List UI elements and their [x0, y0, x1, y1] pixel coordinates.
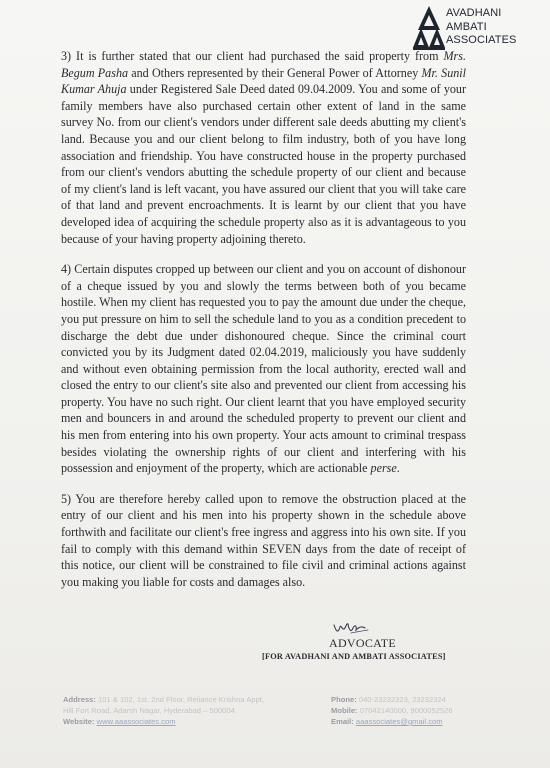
mobile-label: Mobile:	[331, 706, 358, 715]
address-label: Address:	[63, 695, 96, 704]
p3-text-c: under Registered Sale Deed dated 09.04.2009. You and some of your family members have also purchased certain other extent of land in the same survey No. from our client's vendors under different sale deeds abutting my client's land. Because you and our client belong to film industry, both of you have long association and friendship. You have constructed house in the property purchased from our client's vendors abutting the schedule property of our client and because of my client's land is left vacant, you have assured our client that you will take care of that land and prevent encroachments. It is learnt by our client that you have developed idea of acquiring the schedule property also as it is advantageous to you because of your having property adjoining thereto.	[61, 82, 466, 246]
address-line-1: 101 & 102, 1st, 2nd Floor, Reliance Krishna Appt,	[98, 695, 264, 704]
letterhead-line-3: ASSOCIATES	[446, 34, 517, 46]
website-label: Website:	[63, 717, 95, 726]
letterhead-line-2: AMBATI	[446, 20, 487, 33]
email-label: Email:	[331, 717, 354, 726]
p3-text-b: and Others represented by their General Power of Attorney	[128, 65, 422, 80]
paragraph-4	[61, 261, 466, 477]
phone-value: 040-23232323, 23232324	[358, 695, 446, 704]
p4-italic-perse: perse	[370, 461, 397, 476]
p3-text-a: 3) It is further stated that our client had purchased the said property from	[61, 49, 444, 63]
letter-body	[61, 48, 466, 604]
handwritten-signature	[332, 621, 372, 637]
address-line-2: Hill Fort Road, Adarsh Nagar, Hyderabad – 500004.	[63, 706, 237, 715]
email-link[interactable]: aaassociates@gmail.com	[355, 717, 443, 726]
p4-text-b: .	[396, 461, 400, 476]
p3-name-sunil-kumar-ahuja: Mr. Sunil Kumar Ahuja	[61, 65, 467, 97]
p3-name-begum-pasha: Mrs. Begum Pasha	[61, 49, 466, 80]
letterhead-line-1: AVADHANI	[446, 7, 502, 19]
signatory-title: ADVOCATE	[329, 636, 397, 650]
aa-logo-icon	[413, 4, 445, 52]
website-link[interactable]: www.aaassociates.com	[96, 717, 176, 726]
footer-contact-block	[331, 694, 506, 727]
p4-text-a: 4) Certain disputes cropped up between our client and you on account of dishonour of a cheque issued by you and slowly the terms between both of you became hostile. When my client has requested you to pay the amount due under the cheque, you put pressure on him to sell the schedule land to you as a condition precedent to discharge the debt due under dishonoured cheque. Since the criminal court convicted you by its Judgment dated 02.04.2019, maliciously you have suddenly and without even obtaining permission from the local authority, erected wall and closed the entry to our client's site also and prevented our client from accessing his property. You have no such right. Our client learnt that you have employed security men and bouncers in and around the scheduled property to prevent our client and his men from entering into his own property. Your acts amount to criminal trespass besides violating the ownership rights of our client and interfering with his possession and enjoyment of the property, which are actionable	[61, 262, 466, 476]
p5-text: 5) You are therefore hereby called upon to remove the obstruction placed at the entry of our client and his men into his property shown in the schedule above forthwith and facilitate our client's free ingress and aggress into his own site. If you fail to comply with this demand within SEVEN days from the date of receipt of this notice, our client will be constrained to file civil and criminal actions against you making you liable for costs and damages also.	[61, 491, 466, 589]
signatory-firm: [FOR AVADHANI AND AMBATI ASSOCIATES]	[262, 652, 446, 661]
letterhead-name	[446, 7, 516, 48]
footer-address-block	[63, 694, 313, 727]
paragraph-5	[61, 491, 466, 591]
mobile-value: 07042140000, 9000052526	[359, 706, 453, 715]
phone-label: Phone:	[331, 695, 357, 704]
paragraph-3	[61, 48, 466, 247]
